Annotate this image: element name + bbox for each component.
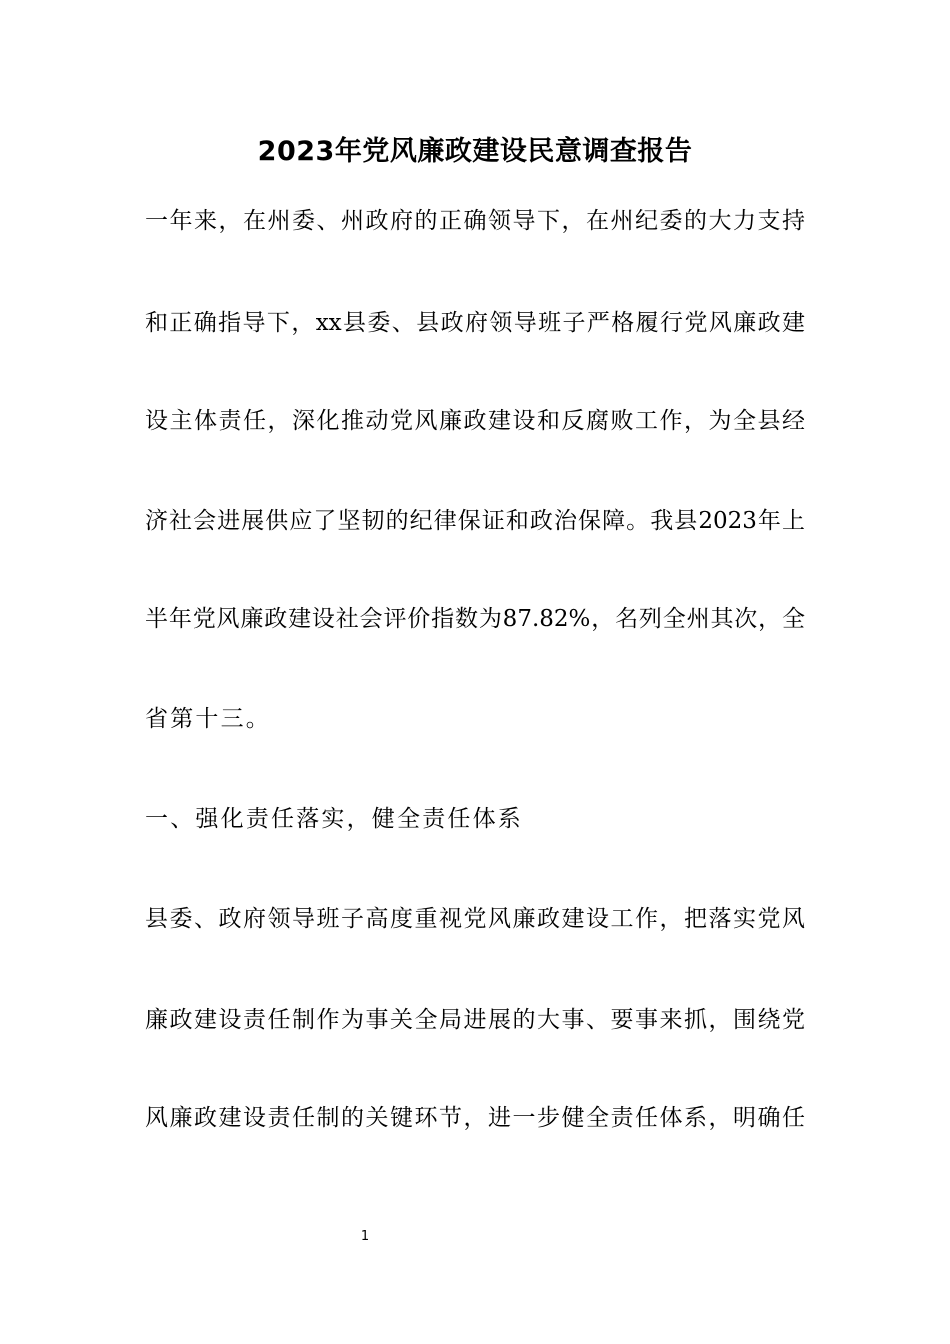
paragraph-line-8: 县委、政府领导班子高度重视党风廉政建设工作，把落实党风 — [145, 906, 805, 932]
paragraph-line-5: 半年党风廉政建设社会评价指数为87.82%，名列全州其次，全 — [145, 606, 805, 632]
document-title: 2023年党风廉政建设民意调查报告 — [257, 136, 693, 167]
paragraph-line-6: 省第十三。 — [145, 706, 271, 732]
paragraph-line-2: 和正确指导下，xx县委、县政府领导班子严格履行党风廉政建 — [145, 310, 805, 336]
paragraph-line-3: 设主体责任，深化推动党风廉政建设和反腐败工作，为全县经 — [145, 408, 805, 434]
paragraph-line-10: 风廉政建设责任制的关键环节，进一步健全责任体系，明确任 — [145, 1105, 805, 1131]
paragraph-line-4: 济社会进展供应了坚韧的纪律保证和政治保障。我县2023年上 — [145, 508, 805, 534]
paragraph-line-9: 廉政建设责任制作为事关全局进展的大事、要事来抓，围绕党 — [145, 1007, 805, 1033]
paragraph-line-1: 一年来，在州委、州政府的正确领导下，在州纪委的大力支持 — [145, 208, 805, 234]
section-heading: 一、强化责任落实，健全责任体系 — [145, 806, 523, 832]
page-number: 1 — [360, 1229, 370, 1244]
